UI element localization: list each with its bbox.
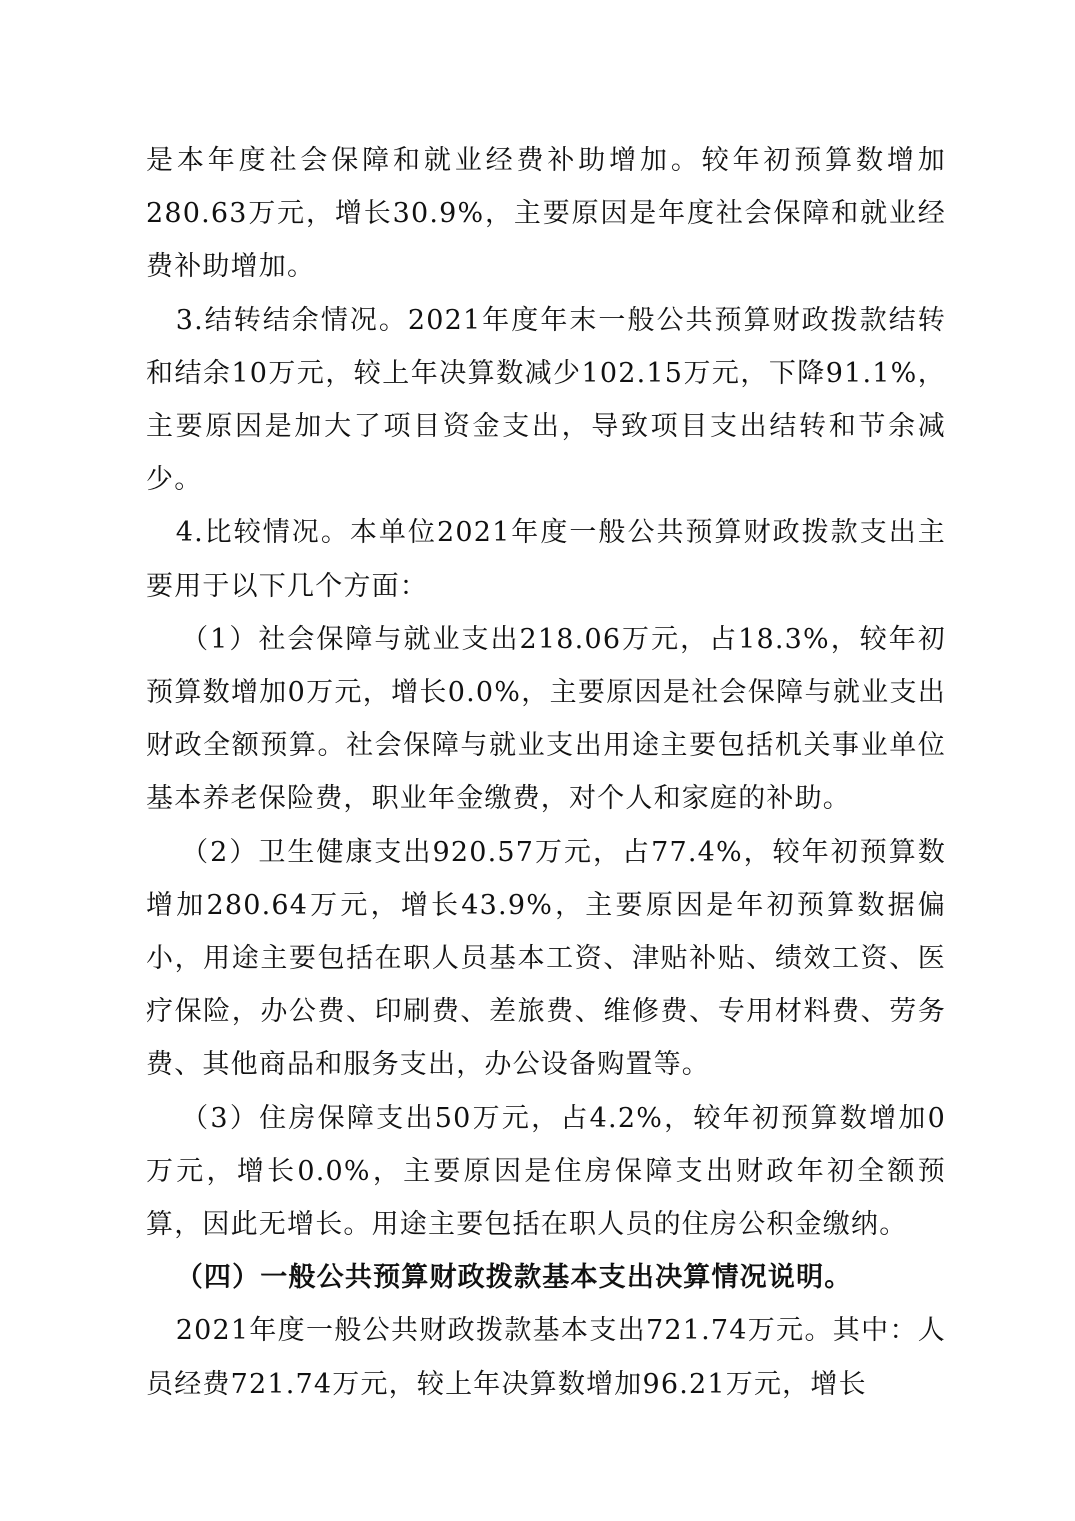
paragraph-basic-expenditure: 2021年度一般公共财政拨款基本支出721.74万元。其中：人员经费721.74万元，较上年决算数增加96.21万元，增长	[146, 1315, 946, 1400]
paragraph-item-health: （2）卫生健康支出920.57万元，占77.4%，较年初预算数增加280.64万元，增长43.9%，主要原因是年初预算数据偏小，用途主要包括在职人员基本工资、津贴补贴、绩效工资、医疗保险，办公费、印刷费、差旅费、维修费、专用材料费、劳务费、其他商品和服务支出，办公设备购置等。	[146, 836, 946, 1081]
paragraph-carryover-balance: 3.结转结余情况。2021年度年末一般公共预算财政拨款结转和结余10万元，较上年决算数减少102.15万元，下降91.1%，主要原因是加大了项目资金支出，导致项目支出结转和节余减少。	[146, 304, 946, 496]
document-body	[146, 134, 946, 1411]
section-heading-basic-expenditure: （四）一般公共预算财政拨款基本支出决算情况说明。	[175, 1262, 853, 1294]
paragraph-item-housing: （3）住房保障支出50万元，占4.2%，较年初预算数增加0万元，增长0.0%，主要原因是住房保障支出财政年初全额预算，因此无增长。用途主要包括在职人员的住房公积金缴纳。	[146, 1102, 946, 1241]
paragraph-social-security-increase: 是本年度社会保障和就业经费补助增加。较年初预算数增加280.63万元，增长30.9%，主要原因是年度社会保障和就业经费补助增加。	[146, 145, 946, 283]
paragraph-item-social-security: （1）社会保障与就业支出218.06万元，占18.3%，较年初预算数增加0万元，增长0.0%，主要原因是社会保障与就业支出财政全额预算。社会保障与就业支出用途主要包括机关事业单位基本养老保险费，职业年金缴费，对个人和家庭的补助。	[146, 623, 946, 815]
paragraph-comparison: 4.比较情况。本单位2021年度一般公共预算财政拨款支出主要用于以下几个方面：	[146, 517, 946, 602]
